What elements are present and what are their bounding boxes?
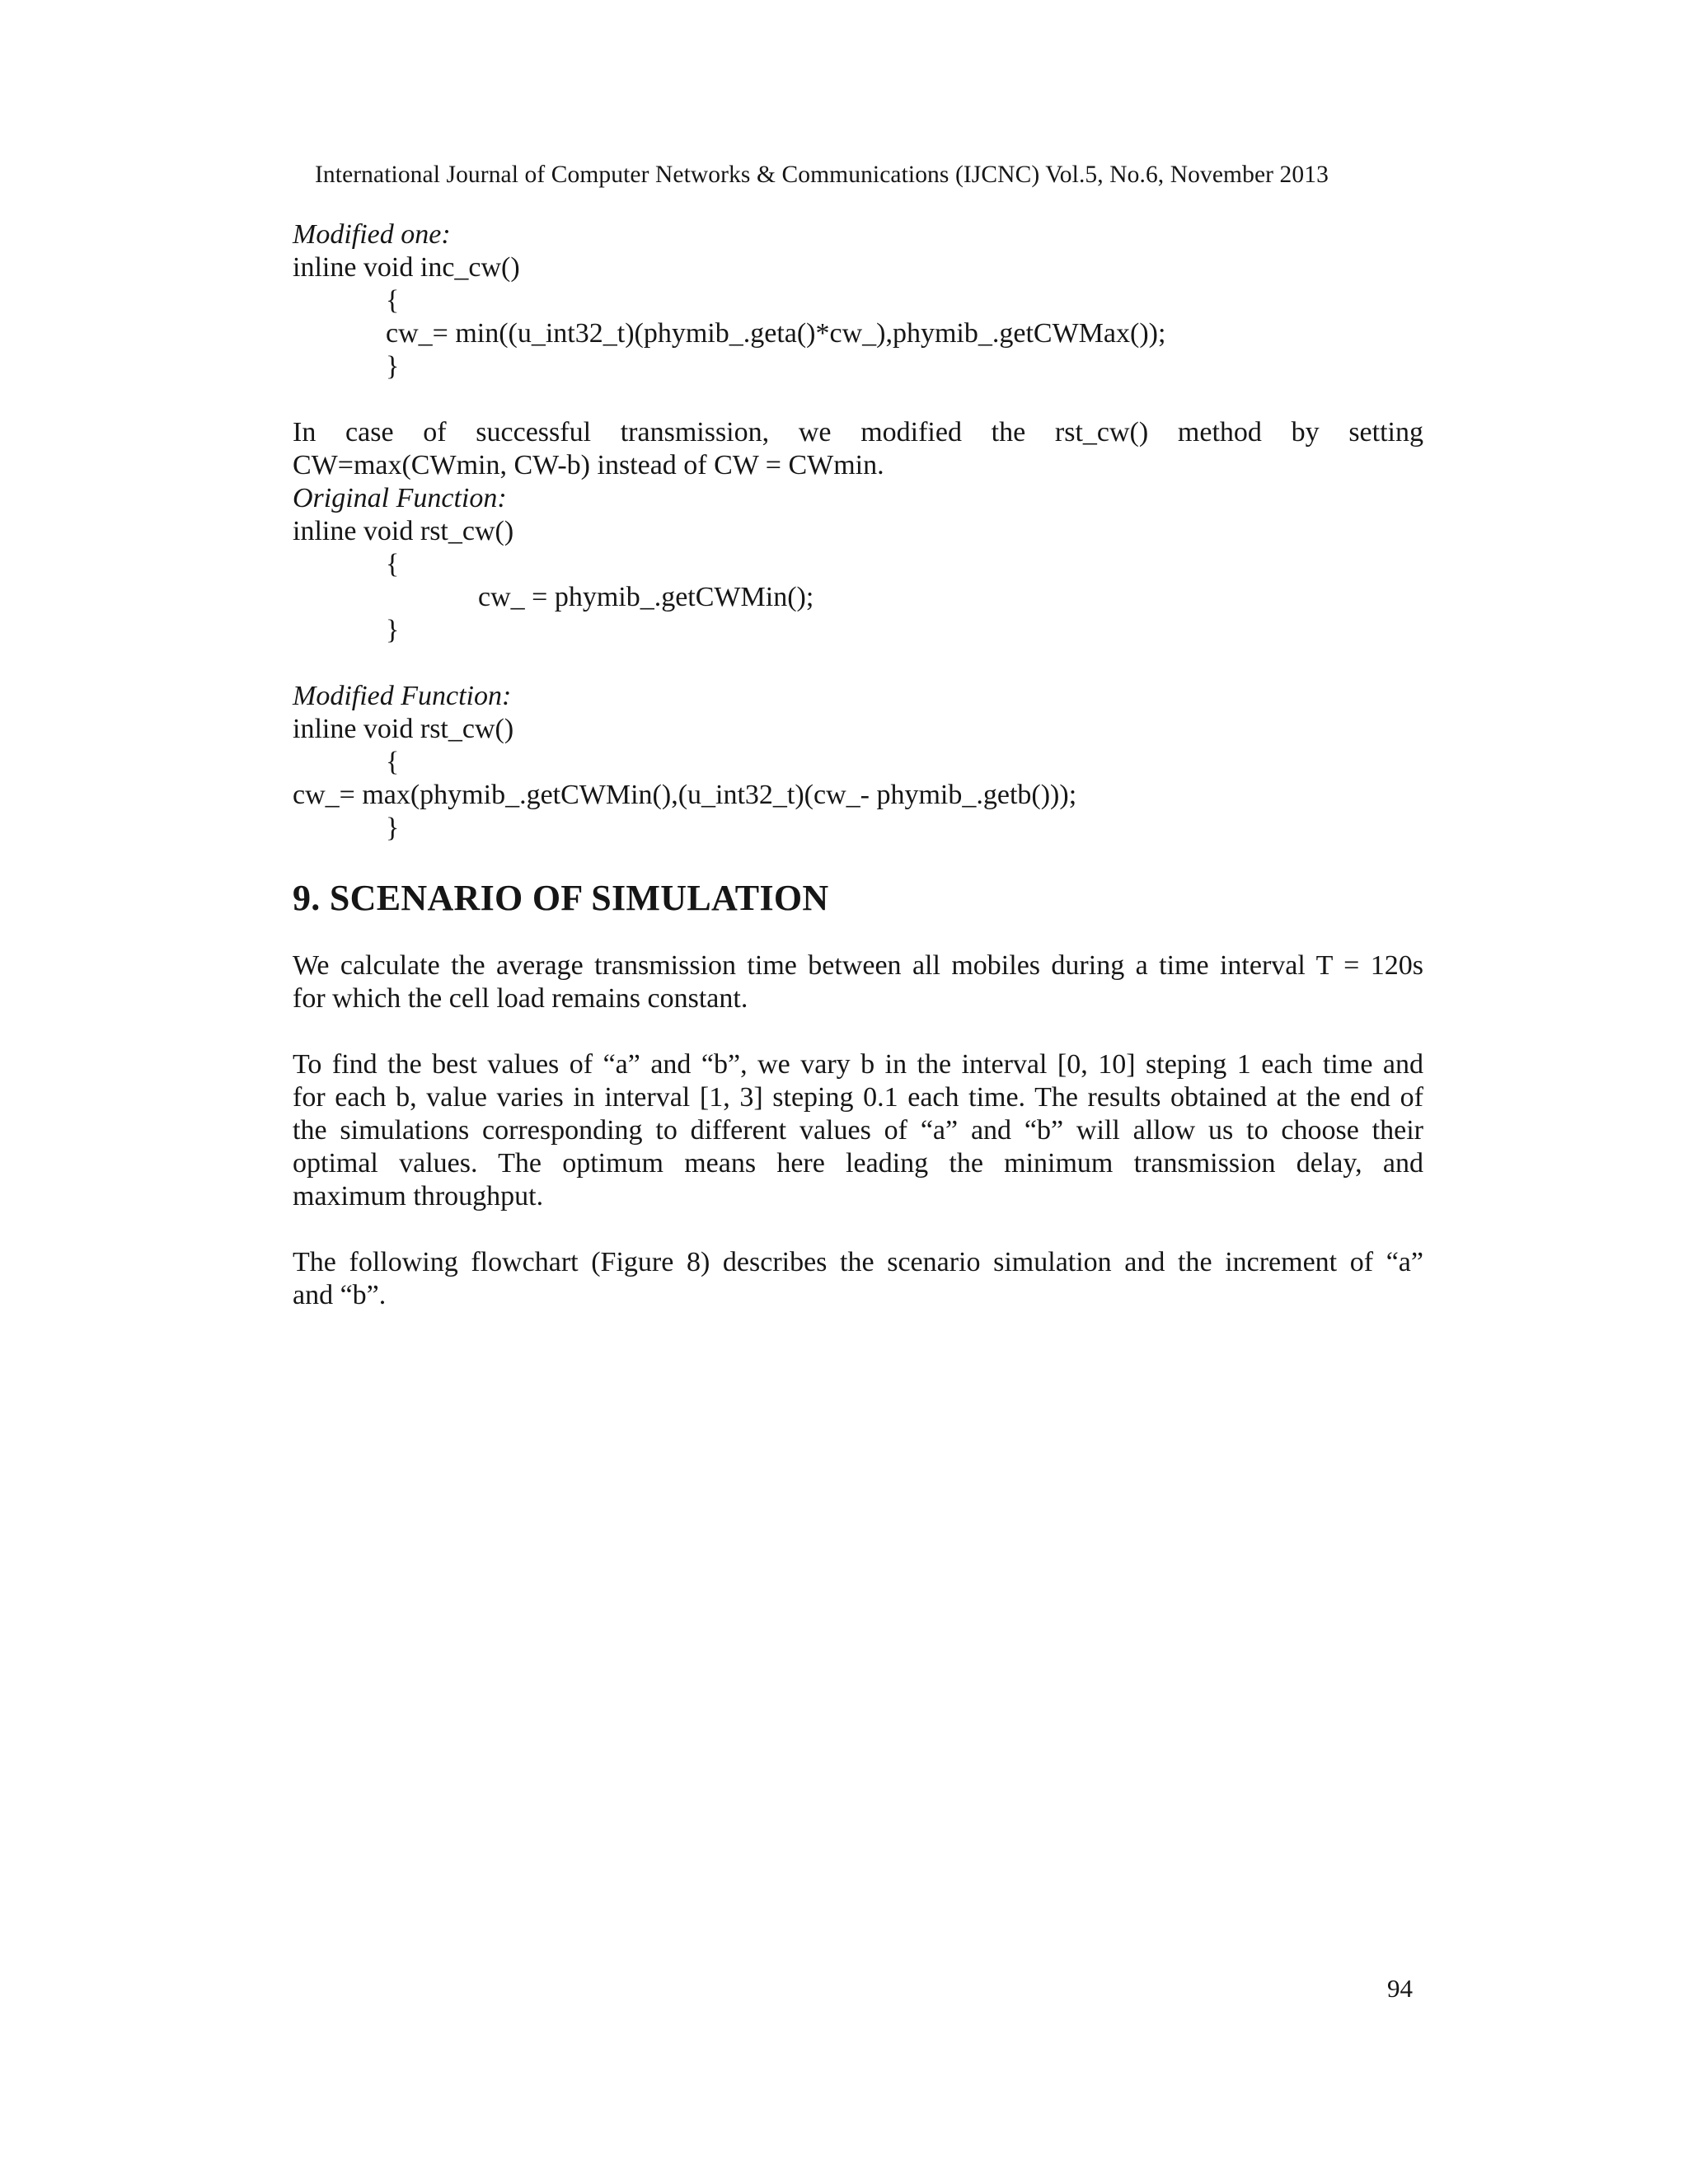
journal-header: International Journal of Computer Networks & Communications (IJCNC) Vol.5, No.6, November 2013 xyxy=(315,162,1329,188)
body-text-line: the simulations corresponding to different values of “a” and “b” will allow us to choose their xyxy=(293,1115,1423,1146)
body-text-line: optimal values. The optimum means here leading the minimum transmission delay, and xyxy=(293,1148,1423,1179)
section-heading: 9. SCENARIO OF SIMULATION xyxy=(293,878,829,918)
code-line: { xyxy=(386,285,400,316)
body-text-line: CW=max(CWmin, CW-b) instead of CW = CWmin. xyxy=(293,450,884,480)
code-line: { xyxy=(386,549,400,579)
code-line: } xyxy=(386,615,400,645)
code-line: inline void rst_cw() xyxy=(293,516,514,546)
code-line: } xyxy=(386,813,400,843)
code-line: cw_= max(phymib_.getCWMin(),(u_int32_t)(cw_- phymib_.getb())); xyxy=(293,780,1077,810)
code-label-modified-one: Modified one: xyxy=(293,219,451,250)
body-text-line: for each b, value varies in interval [1, 3] steping 0.1 each time. The results obtained at the end of xyxy=(293,1082,1423,1113)
code-label-modified-function: Modified Function: xyxy=(293,681,512,711)
code-line: inline void inc_cw() xyxy=(293,252,520,283)
code-line: } xyxy=(386,351,400,382)
body-text-line: We calculate the average transmission time between all mobiles during a time interval T = 120s xyxy=(293,950,1423,981)
body-text-line: for which the cell load remains constant. xyxy=(293,983,748,1014)
code-line: cw_ = phymib_.getCWMin(); xyxy=(478,582,814,612)
code-line: cw_= min((u_int32_t)(phymib_.geta()*cw_),phymib_.getCWMax()); xyxy=(386,318,1166,349)
body-text-line: In case of successful transmission, we modified the rst_cw() method by setting xyxy=(293,417,1423,448)
page-number: 94 xyxy=(1387,1974,1413,2003)
body-text-line: maximum throughput. xyxy=(293,1181,544,1212)
body-text-line: The following flowchart (Figure 8) describes the scenario simulation and the increment of “a” xyxy=(293,1247,1423,1277)
code-line: inline void rst_cw() xyxy=(293,714,514,744)
code-label-original-function: Original Function: xyxy=(293,483,507,513)
body-text-line: To find the best values of “a” and “b”, we vary b in the interval [0, 10] steping 1 each time and xyxy=(293,1049,1423,1080)
code-line: { xyxy=(386,747,400,777)
body-text-line: and “b”. xyxy=(293,1280,387,1310)
